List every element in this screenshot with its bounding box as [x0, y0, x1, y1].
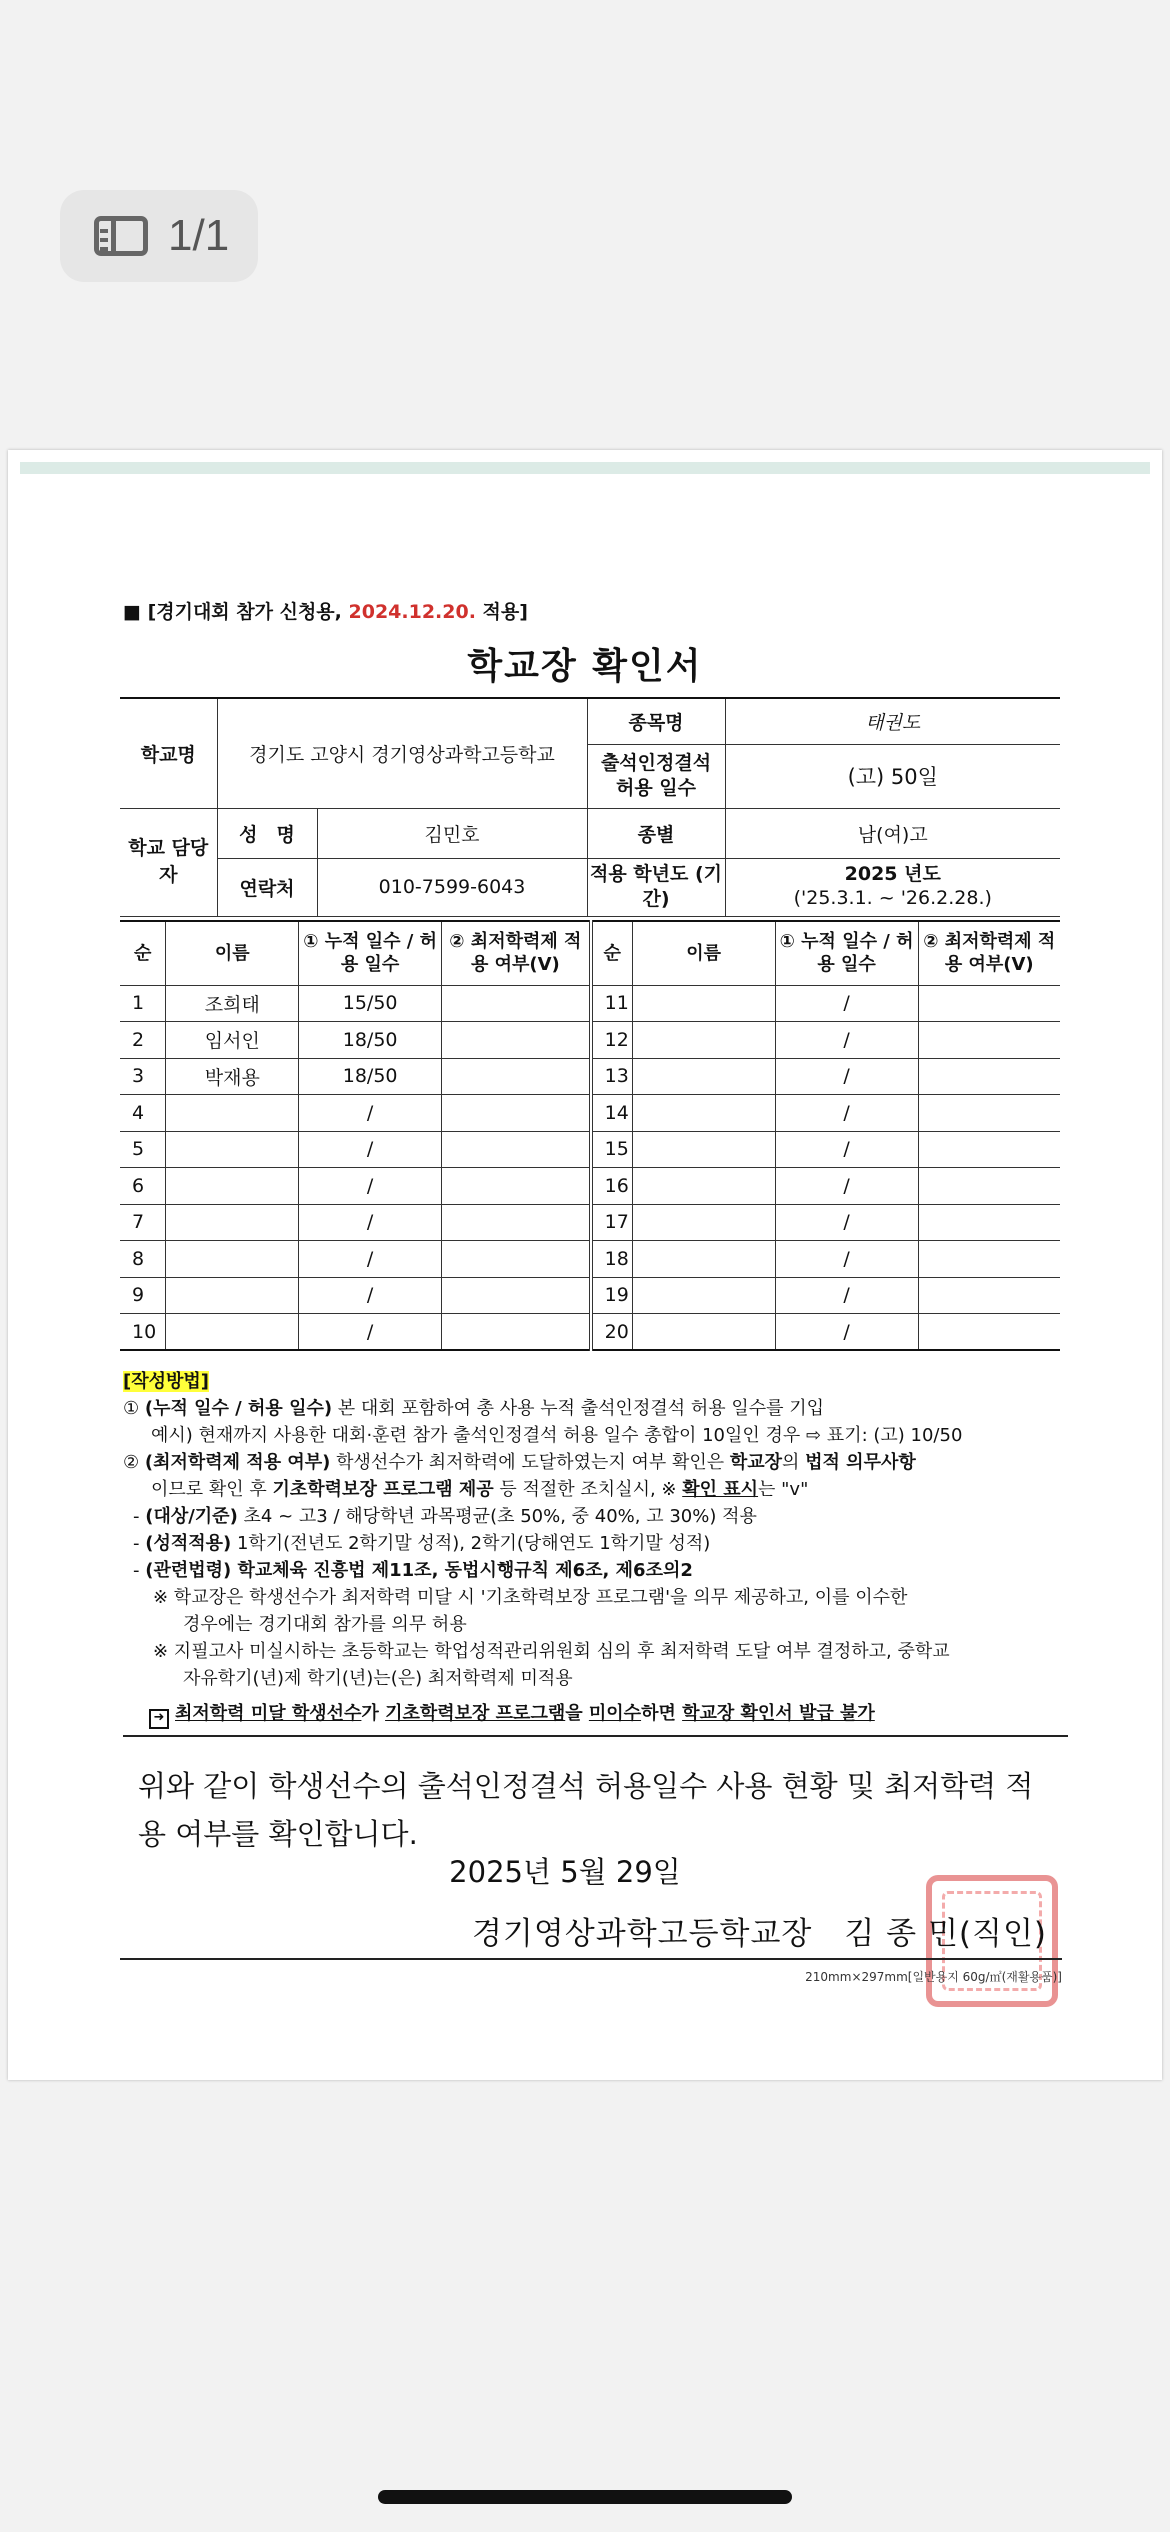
page-count: 1/1	[168, 211, 230, 260]
table-row	[120, 1058, 1060, 1095]
eligibility-check	[442, 1131, 591, 1168]
student-name	[166, 1241, 299, 1278]
student-name	[166, 1095, 299, 1132]
eligibility-check	[442, 1277, 591, 1314]
home-indicator[interactable]	[378, 2490, 792, 2504]
row-number: 16	[591, 1168, 633, 1205]
row-number: 1	[120, 985, 166, 1022]
manager-label: 학교 담당자	[120, 808, 217, 916]
eligibility-check	[918, 1241, 1060, 1278]
instructions-title: [작성방법]	[123, 1371, 210, 1392]
row-number: 17	[591, 1204, 633, 1241]
bottom-divider	[120, 1958, 1062, 1960]
table-row	[120, 985, 1060, 1022]
writing-instructions: [작성방법] ① (누적 일수 / 허용 일수) 본 대회 포함하여 총 사용 누적 출석인정결석 허용 일수를 기입 예시) 현재까지 사용한 대회·훈련 참가 출석인정결석 허용 일수 총합이 10일인 경우 ⇨ 표기: (고) 10/50 ② (최저학력제 적용 여부) 학생선수가 최저학력에 도달하였는지 여부 확인은 학교장의 법적 의무사항 이므로 확인 후 기초학력보장 프로그램 제공 등 적절한 조치실시, ※ 확인 표시는 "v" - (대상/기준) 초4 ~ 고3 / 해당학년 과목평균(초 50%, 중 40%, 고 30%) 적용 - (성적적용) 1학기(전년도 2학기말 성적), 2학기(당해연도 1학기말 성적) - (관련법령) 학교체육 진흥법 제11조, 동법시행규칙 제6조, 제6조의2 ※ 학교장은 학생선수가 최저학력 미달 시 '기초학력보장 프로그램'을 의무 제공하고, 이를 이수한 경우에는 경기대회 참가를 의무 허용 ※ 지필고사 미실시하는 초등학교는 학업성적관리위원회 심의 후 최저학력 도달 여부 결정하고, 중학교 자유학기(년)제 학기(년)는(은) 최저학력제 미적용 ➜ 최저학력 미달 학생선수가 기초학력보장 프로그램을 미이수하면 학교장 확인서 발급 불가	[123, 1368, 1068, 1737]
student-name	[632, 1095, 775, 1132]
student-name	[632, 1168, 775, 1205]
example-line: 예시) 현재까지 사용한 대회·훈련 참가 출석인정결석 허용 일수 총합이 10일인 경우 ⇨ 표기: (고) 10/50	[151, 1425, 963, 1446]
event-label: 종목명	[587, 698, 725, 744]
student-name	[632, 1204, 775, 1241]
header-days-left: ① 누적 일수 / 허용 일수	[299, 921, 442, 985]
header-name-left: 이름	[166, 921, 299, 985]
header-no-left: 순	[120, 921, 166, 985]
eligibility-check	[442, 1095, 591, 1132]
table-row	[120, 1168, 1060, 1205]
eligibility-check	[442, 1168, 591, 1205]
days-used: /	[299, 1241, 442, 1278]
paper-spec: 210mm×297mm[일반용지 60g/㎡(재활용품)]	[805, 1970, 1062, 1984]
days-used: /	[299, 1131, 442, 1168]
table-row	[120, 1241, 1060, 1278]
header-no-right: 순	[591, 921, 633, 985]
student-name	[166, 1277, 299, 1314]
eligibility-check	[442, 1204, 591, 1241]
note-1: ※ 학교장은 학생선수가 최저학력 미달 시 '기초학력보장 프로그램'을 의무 제공하고, 이를 이수한	[153, 1587, 908, 1608]
days-used: /	[775, 1058, 918, 1095]
row-number: 12	[591, 1022, 633, 1059]
page-indicator[interactable]	[60, 190, 258, 282]
row-number: 11	[591, 985, 633, 1022]
row-number: 8	[120, 1241, 166, 1278]
header-eligibility-right: ② 최저학력제 적용 여부(V)	[918, 921, 1060, 985]
header-name-right: 이름	[632, 921, 775, 985]
year-value: 2025 년도	[844, 863, 941, 886]
student-table	[120, 920, 1060, 1351]
days-used: /	[299, 1095, 442, 1132]
confirmation-statement: 위와 같이 학생선수의 출석인정결석 허용일수 사용 현황 및 최저학력 적용 여부를 확인합니다.	[138, 1769, 1034, 1851]
eligibility-check	[918, 1022, 1060, 1059]
row-number: 15	[591, 1131, 633, 1168]
row-number: 2	[120, 1022, 166, 1059]
eligibility-check	[442, 1058, 591, 1095]
student-name	[632, 985, 775, 1022]
event-value: 태권도	[725, 698, 1060, 744]
document-page	[8, 450, 1162, 2080]
row-number: 3	[120, 1058, 166, 1095]
eligibility-check	[918, 985, 1060, 1022]
year-label: 적용 학년도 (기간)	[587, 858, 725, 916]
days-used: /	[299, 1168, 442, 1205]
principal-signature: 경기영상과학고등학교장 김 종 민(직인)	[471, 1916, 1047, 1952]
school-info-table	[120, 697, 1060, 917]
days-used: /	[775, 1095, 918, 1132]
gender-label: 종별	[587, 808, 725, 858]
table-row	[120, 1022, 1060, 1059]
eligibility-check	[918, 1314, 1060, 1351]
manager-name: 김민호	[317, 808, 587, 858]
days-used: /	[775, 1131, 918, 1168]
days-used: /	[775, 1204, 918, 1241]
days-used: /	[775, 1314, 918, 1351]
allowed-days-value: (고) 50일	[725, 744, 1060, 808]
name-label: 성 명	[217, 808, 317, 858]
student-name	[632, 1131, 775, 1168]
student-name	[632, 1277, 775, 1314]
eligibility-check	[918, 1131, 1060, 1168]
contact-label: 연락처	[217, 858, 317, 916]
row-number: 19	[591, 1277, 633, 1314]
student-name	[632, 1022, 775, 1059]
days-used: /	[775, 1277, 918, 1314]
student-name	[632, 1058, 775, 1095]
student-name: 임서인	[166, 1022, 299, 1059]
days-used: 18/50	[299, 1058, 442, 1095]
school-value: 경기도 고양시 경기영상과학고등학교	[217, 698, 587, 808]
issue-date: 2025년 5월 29일	[449, 1855, 681, 1889]
days-used: /	[775, 1241, 918, 1278]
year-period: ('25.3.1. ~ '26.2.28.)	[793, 887, 992, 909]
row-number: 14	[591, 1095, 633, 1132]
school-label: 학교명	[120, 698, 217, 808]
eligibility-check	[918, 1277, 1060, 1314]
sidebar-panel-icon	[94, 216, 148, 256]
row-number: 10	[120, 1314, 166, 1351]
eligibility-check	[918, 1204, 1060, 1241]
eligibility-check	[918, 1168, 1060, 1205]
contact-value: 010-7599-6043	[317, 858, 587, 916]
days-used: 18/50	[299, 1022, 442, 1059]
student-name	[166, 1168, 299, 1205]
eligibility-check	[442, 1314, 591, 1351]
document-title: 학교장 확인서	[467, 646, 703, 687]
application-header: ■ [경기대회 참가 신청용, 2024.12.20. 적용]	[123, 601, 528, 623]
gender-value: 남(여)고	[725, 808, 1060, 858]
eligibility-check	[918, 1058, 1060, 1095]
student-name	[632, 1241, 775, 1278]
row-number: 5	[120, 1131, 166, 1168]
days-used: /	[775, 985, 918, 1022]
table-row	[120, 1277, 1060, 1314]
row-number: 4	[120, 1095, 166, 1132]
scan-edge	[20, 462, 1150, 474]
days-used: /	[775, 1022, 918, 1059]
days-used: /	[299, 1204, 442, 1241]
row-number: 9	[120, 1277, 166, 1314]
table-row	[120, 1131, 1060, 1168]
row-number: 7	[120, 1204, 166, 1241]
note-2: ※ 지필고사 미실시하는 초등학교는 학업성적관리위원회 심의 후 최저학력 도달 여부 결정하고, 중학교	[153, 1641, 950, 1662]
student-name	[166, 1131, 299, 1168]
header-days-right: ① 누적 일수 / 허용 일수	[775, 921, 918, 985]
student-name	[166, 1204, 299, 1241]
student-name	[632, 1314, 775, 1351]
issuance-notice: ➜ 최저학력 미달 학생선수가 기초학력보장 프로그램을 미이수하면 학교장 확인서 발급 불가	[123, 1700, 1068, 1737]
days-used: /	[299, 1277, 442, 1314]
table-row	[120, 1314, 1060, 1351]
days-used: /	[299, 1314, 442, 1351]
row-number: 18	[591, 1241, 633, 1278]
eligibility-check	[442, 1241, 591, 1278]
row-number: 13	[591, 1058, 633, 1095]
days-used: 15/50	[299, 985, 442, 1022]
header-eligibility-left: ② 최저학력제 적용 여부(V)	[442, 921, 591, 985]
eligibility-check	[442, 985, 591, 1022]
table-row	[120, 1204, 1060, 1241]
eligibility-check	[442, 1022, 591, 1059]
table-row	[120, 1095, 1060, 1132]
allowed-days-label: 출석인정결석 허용 일수	[587, 744, 725, 808]
student-name	[166, 1314, 299, 1351]
arrow-box-icon: ➜	[149, 1709, 169, 1729]
row-number: 20	[591, 1314, 633, 1351]
days-used: /	[775, 1168, 918, 1205]
row-number: 6	[120, 1168, 166, 1205]
eligibility-check	[918, 1095, 1060, 1132]
header-date: 2024.12.20.	[348, 601, 476, 623]
student-name: 조희태	[166, 985, 299, 1022]
student-name: 박재용	[166, 1058, 299, 1095]
